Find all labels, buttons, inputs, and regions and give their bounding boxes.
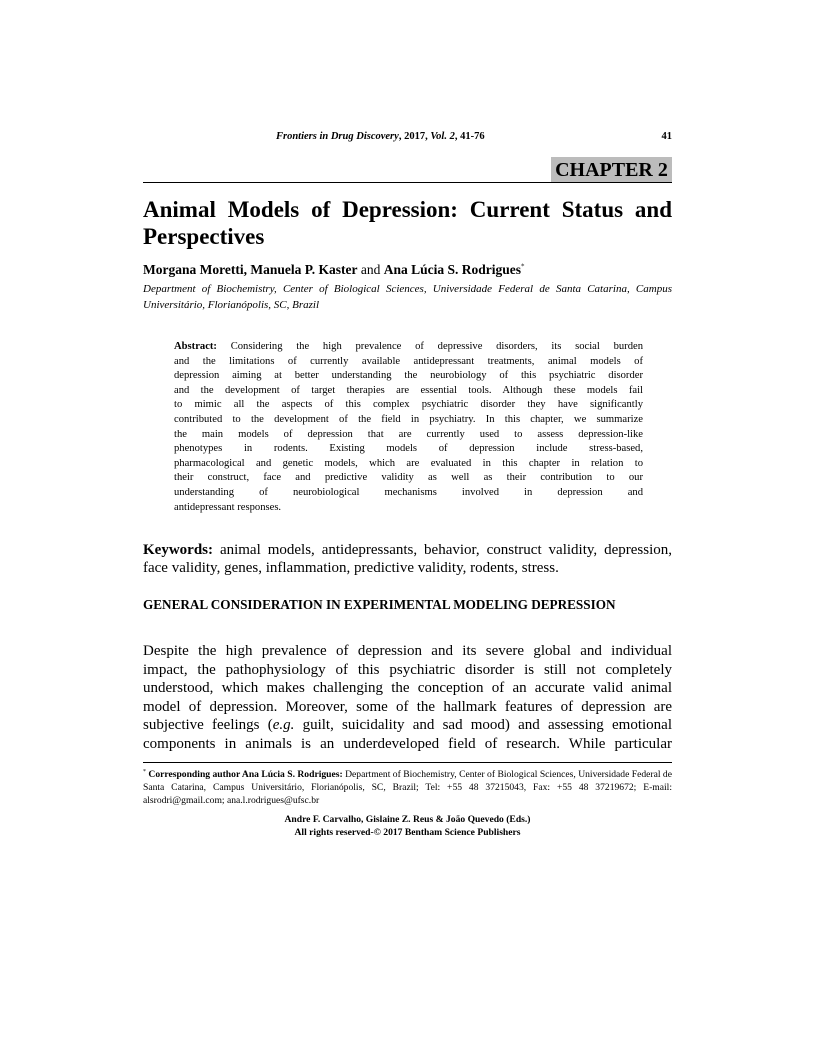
footnote <box>143 766 672 807</box>
body-line <box>143 716 672 735</box>
publisher-info <box>143 813 672 839</box>
author-and: and <box>357 262 384 277</box>
body-line: model of depression. Moreover, some of the hallmark features of depression are <box>143 698 672 715</box>
journal-citation <box>276 131 485 142</box>
abstract-line: and the development of target therapies are essential tools. Although these models fail <box>174 384 643 396</box>
abstract-line: their construct, face and predictive validity as well as their contribution to our <box>174 472 643 484</box>
author-names: Morgana Moretti, Manuela P. Kaster <box>143 262 358 277</box>
abstract-line: contributed to the development of the field in psychiatry. In this chapter, we summarize <box>174 413 643 425</box>
abstract-line: pharmacological and genetic models, which are evaluated in this chapter in relation to <box>174 457 643 469</box>
journal-year: , 2017, <box>398 131 431 142</box>
chapter-title <box>143 196 672 250</box>
editors: Andre F. Carvalho, Gislaine Z. Reus & João Quevedo (Eds.) <box>284 814 531 825</box>
abstract <box>174 340 643 515</box>
body-text: subjective feelings ( <box>143 717 273 734</box>
journal-name: Frontiers in Drug Discovery <box>276 131 399 142</box>
header-rule <box>143 182 672 183</box>
footnote-label: Corresponding author Ana Lúcia S. Rodrigues: <box>146 769 343 781</box>
abstract-line: phenotypes in rodents. Existing models of depression include stress-based, <box>174 443 643 455</box>
abstract-text: Considering the high prevalence of depressive disorders, its social burden <box>216 341 643 352</box>
body-paragraph <box>143 642 672 754</box>
abstract-line: depression aiming at better understanding the neurobiology of this psychiatric disorder <box>174 370 643 382</box>
body-text-italic: e.g. <box>272 717 295 734</box>
body-line: impact, the pathophysiology of this psychiatric disorder is still not completely <box>143 661 672 678</box>
copyright: All rights reserved-© 2017 Bentham Science Publishers <box>294 827 521 838</box>
affiliation: Department of Biochemistry, Center of Biological Sciences, Universidade Federal de Santa Catarina, Campus Universitário, Florianópolis, SC, Brazil <box>143 283 672 311</box>
chapter-label: CHAPTER 2 <box>551 157 672 182</box>
body-line: components in animals is an underdeveloped field of research. While particular <box>143 735 672 752</box>
footnote-text: Department of Biochemistry, Center of Biological Sciences, Universidade Federal de Santa Catarina, Campus Universitário, Florianópolis, SC, Brazil; Tel: +55 48 37215043, Fax: +55 48 37219672; E-mail: alsrodri@gmail.com; ana.l.rodrigues@ufsc.br <box>143 769 672 807</box>
keywords-label: Keywords: <box>143 542 213 558</box>
abstract-line: and the limitations of currently available antidepressant treatments, animal models of <box>174 355 643 367</box>
title-text: Animal Models of Depression: Current Status and Perspectives <box>143 197 672 249</box>
abstract-label: Abstract: <box>174 341 217 352</box>
footnote-mark: * <box>143 769 146 775</box>
journal-pages: , 41-76 <box>454 131 485 142</box>
page-number: 41 <box>661 131 672 142</box>
authors <box>143 262 672 278</box>
body-line: Despite the high prevalence of depression and its severe global and individual <box>143 643 672 659</box>
body-text: guilt, suicidality and sad mood) and assessing emotional <box>294 717 672 734</box>
abstract-line: the main models of depression that are currently used to assess depression-like <box>174 428 643 440</box>
author-corresponding: Ana Lúcia S. Rodrigues <box>383 262 521 277</box>
journal-volume: Vol. 2 <box>430 131 455 142</box>
footnote-rule <box>143 762 672 763</box>
body-line: understood, which makes challenging the conception of an accurate valid animal <box>143 680 672 697</box>
abstract-line: to mimic all the aspects of this complex psychiatric disorder they have significantly <box>174 399 643 411</box>
keywords <box>143 541 672 577</box>
abstract-line: antidepressant responses. <box>174 501 282 513</box>
footnote-mark: * <box>521 262 525 271</box>
keywords-text: animal models, antidepressants, behavior, construct validity, depression, face validity, genes, inflammation, predictive validity, rodents, stress. <box>143 542 672 576</box>
section-heading: GENERAL CONSIDERATION IN EXPERIMENTAL MODELING DEPRESSION <box>143 597 616 612</box>
abstract-line: understanding of neurobiological mechanisms involved in depression and <box>174 486 643 498</box>
abstract-line <box>174 340 643 355</box>
